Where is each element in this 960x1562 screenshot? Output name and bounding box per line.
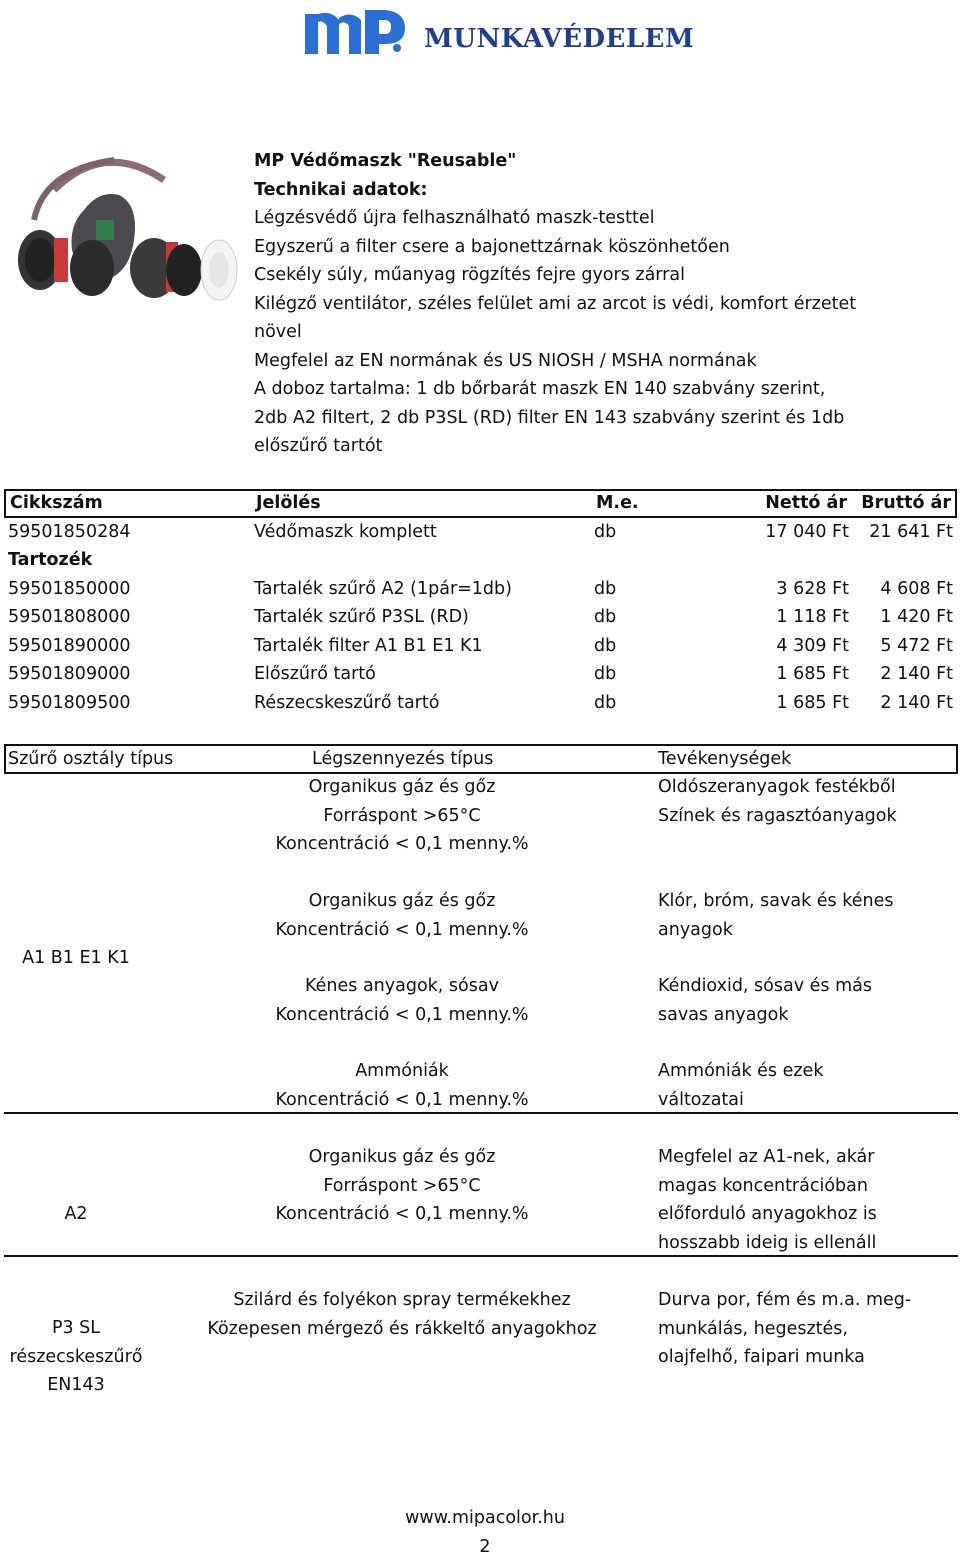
filter-table-header (4, 744, 958, 774)
activity-block (658, 1286, 911, 1372)
section-label: Tartozék (8, 550, 93, 570)
section-label-row (4, 546, 957, 575)
cell-name: Részecskeszűrő tartó (254, 692, 440, 713)
pollution-line: Koncentráció < 0,1 menny.% (275, 1204, 529, 1224)
table-row (4, 603, 957, 632)
product-subtitle: Technikai adatok: (254, 179, 428, 200)
footer-website[interactable]: www.mipacolor.hu (405, 1508, 565, 1528)
pollution-line: Organikus gáz és gőz (308, 1147, 496, 1167)
filter-class-label: A2 (64, 1204, 88, 1224)
header-unit: M.e. (596, 493, 639, 513)
filter-class-label: A1 B1 E1 K1 (22, 948, 130, 968)
table-row (4, 689, 957, 718)
cell-name: Tartalék szűrő P3SL (RD) (254, 607, 469, 627)
header-code: Cikkszám (10, 493, 103, 513)
activity-block (658, 972, 872, 1029)
activity-block (658, 887, 893, 944)
activity-line: hosszabb ideig is ellenáll (658, 1232, 877, 1253)
table-row (4, 518, 957, 547)
filter-class-line: részecskeszűrő (9, 1346, 143, 1367)
cell-name: Tartalék szűrő A2 (1pár=1db) (254, 578, 512, 599)
cell-net: 17 040 Ft (765, 521, 849, 542)
activity-line: Durva por, fém és m.a. meg- (658, 1290, 912, 1310)
description-line: Kilégző ventilátor, széles felület ami az arcot is védi, komfort érzetet (254, 293, 857, 314)
activity-line: olajfelhő, faipari munka (658, 1347, 865, 1367)
pollution-line: Ammóniák (355, 1061, 449, 1081)
header-filter-class: Szűrő osztály típus (8, 749, 174, 769)
cell-gross: 2 140 Ft (880, 692, 953, 713)
pollution-line: Organikus gáz és gőz (308, 777, 496, 797)
pollution-line: Forráspont >65°C (323, 1175, 481, 1196)
cell-net: 1 118 Ft (776, 607, 849, 627)
description-line: A doboz tartalma: 1 db bőrbarát maszk EN 140 szabvány szerint, (254, 379, 826, 399)
activity-line: magas koncentrációban (658, 1175, 868, 1196)
activity-line: anyagok (658, 919, 733, 940)
activity-line: Megfelel az A1-nek, akár (658, 1147, 875, 1167)
pollution-line: Koncentráció < 0,1 menny.% (275, 919, 529, 940)
mp-logo (305, 6, 410, 54)
brand-name: MUNKAVÉDELEM (424, 24, 695, 54)
cell-code: 59501808000 (8, 607, 131, 627)
cell-net: 3 628 Ft (776, 578, 849, 599)
cell-name: Védőmaszk komplett (254, 521, 437, 542)
filter-class-label (0, 1314, 152, 1400)
activity-block (658, 1143, 877, 1257)
pollution-line: Koncentráció < 0,1 menny.% (275, 1004, 529, 1025)
cell-unit: db (594, 521, 617, 542)
cell-name: Előszűrő tartó (254, 664, 376, 684)
product-title: MP Védőmaszk "Reusable" (254, 151, 517, 171)
pollution-type-block (252, 773, 552, 859)
cell-code: 59501850000 (8, 578, 131, 599)
activity-line: Klór, bróm, savak és kénes (658, 891, 894, 911)
description-line: növel (254, 322, 302, 342)
cell-code: 59501850284 (8, 521, 131, 542)
pollution-line: Koncentráció < 0,1 menny.% (275, 1089, 529, 1110)
cell-gross: 4 608 Ft (880, 578, 953, 599)
header-net-price: Nettó ár (765, 493, 847, 513)
pollution-type-block (252, 1057, 552, 1114)
filter-class-line: P3 SL (51, 1318, 101, 1338)
activity-line: Ammóniák és ezek (658, 1061, 824, 1081)
cell-name: Tartalék filter A1 B1 E1 K1 (254, 635, 483, 656)
activity-line: Színek és ragasztóanyagok (658, 805, 897, 826)
cell-net: 1 685 Ft (776, 664, 849, 684)
cell-gross: 1 420 Ft (880, 607, 953, 627)
activity-line: Oldószeranyagok festékből (658, 777, 896, 797)
header-pollution-type: Légszennyezés típus (312, 749, 494, 769)
pollution-type-block (252, 887, 552, 944)
activity-line: előforduló anyagokhoz is (658, 1204, 877, 1224)
description-line: előszűrő tartót (254, 436, 383, 456)
pollution-line: Organikus gáz és gőz (308, 891, 496, 911)
row-divider (4, 1112, 958, 1114)
activity-block (658, 1057, 823, 1114)
activity-block (658, 773, 897, 830)
pollution-line: Szilárd és folyékon spray termékekhez (233, 1290, 571, 1310)
cell-unit: db (594, 664, 617, 684)
row-divider (4, 1255, 958, 1257)
pollution-type-block (252, 972, 552, 1029)
pollution-type-block (172, 1286, 632, 1343)
header-activities: Tevékenységek (658, 749, 792, 769)
price-table-header (4, 489, 957, 518)
activity-line: savas anyagok (658, 1004, 789, 1025)
description-line: Egyszerű a filter csere a bajonettzárnak köszönhetően (254, 236, 730, 257)
description-line: Légzésvédő újra felhasználható maszk-testtel (254, 208, 655, 228)
description-line: Csekély súly, műanyag rögzítés fejre gyors zárral (254, 265, 685, 285)
cell-code: 59501890000 (8, 635, 131, 656)
pollution-line: Közepesen mérgező és rákkeltő anyagokhoz (207, 1318, 597, 1339)
product-description (254, 147, 914, 461)
activity-line: Kéndioxid, sósav és más (658, 976, 872, 996)
activity-line: változatai (658, 1089, 744, 1110)
table-row (4, 575, 957, 604)
cell-unit: db (594, 635, 617, 656)
table-row (4, 660, 957, 689)
header-gross-price: Bruttó ár (861, 493, 951, 513)
cell-net: 4 309 Ft (776, 635, 849, 656)
description-line: 2db A2 filtert, 2 db P3SL (RD) filter EN 143 szabvány szerint és 1db (254, 407, 845, 428)
header-name: Jelölés (256, 493, 321, 513)
table-row (4, 632, 957, 661)
cell-code: 59501809500 (8, 692, 131, 713)
cell-gross: 2 140 Ft (880, 664, 953, 684)
cell-code: 59501809000 (8, 664, 131, 684)
cell-unit: db (594, 607, 617, 627)
pollution-line: Kénes anyagok, sósav (305, 976, 499, 996)
respirator-mask-image (14, 150, 240, 312)
filter-class-line: EN143 (47, 1375, 105, 1395)
pollution-line: Forráspont >65°C (323, 805, 481, 826)
price-table (4, 489, 957, 717)
pollution-type-block (252, 1143, 552, 1229)
page-number: 2 (479, 1537, 491, 1557)
cell-gross: 21 641 Ft (869, 521, 953, 542)
cell-unit: db (594, 578, 617, 599)
cell-gross: 5 472 Ft (880, 635, 953, 656)
description-line: Megfelel az EN normának és US NIOSH / MSHA normának (254, 350, 757, 371)
cell-unit: db (594, 692, 617, 713)
pollution-line: Koncentráció < 0,1 menny.% (275, 834, 529, 854)
activity-line: munkálás, hegesztés, (658, 1318, 848, 1339)
cell-net: 1 685 Ft (776, 692, 849, 713)
